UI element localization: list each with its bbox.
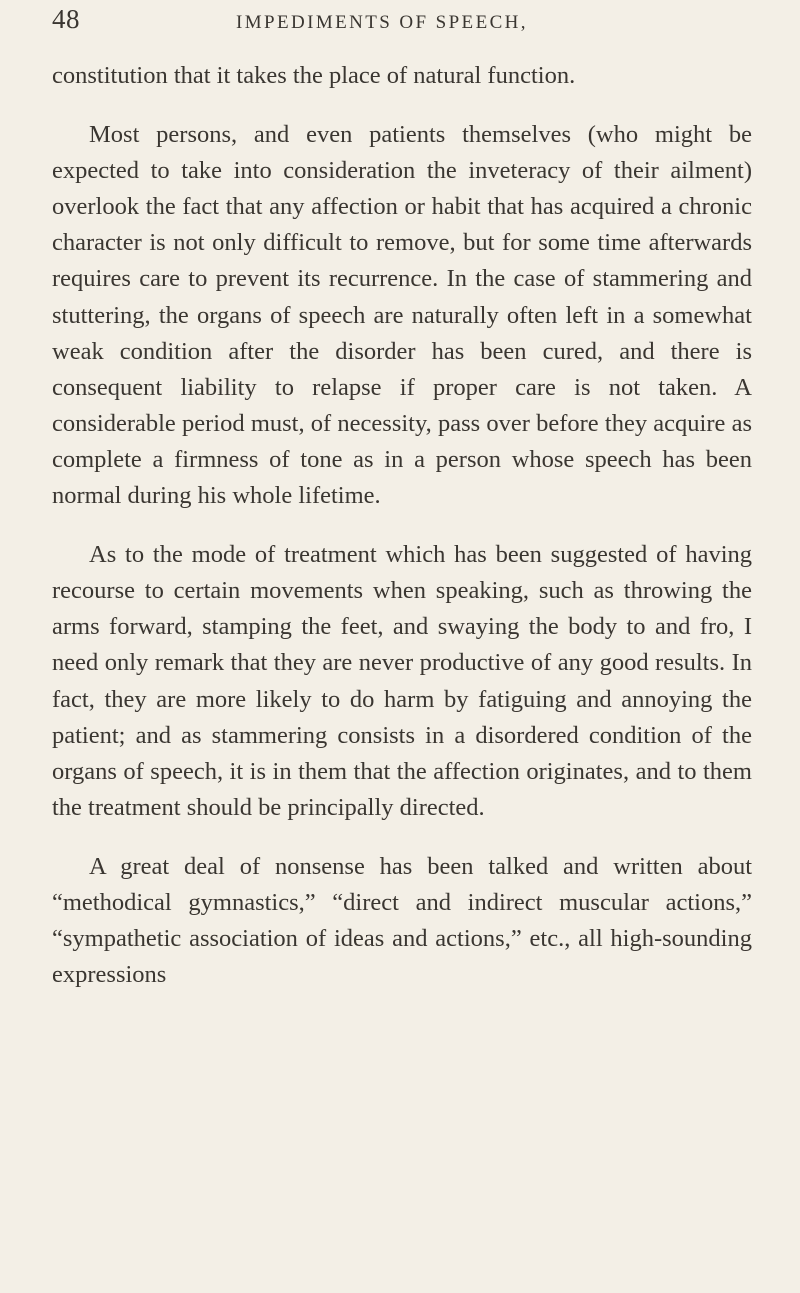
paragraph: A great deal of nonsense has been talked and written about “methodical gymnastics,” “direct and indirect muscular actions,” “sympathetic association of ideas and actions,” etc., all high-sounding expressions — [52, 852, 752, 989]
paragraph-continuation: constitution that it takes the place of natural function. — [52, 62, 576, 89]
running-title: IMPEDIMENTS OF SPEECH, — [236, 12, 528, 33]
paragraph: Most persons, and even patients themselves (who might be expected to take into consideration the inveteracy of their ailment) overlook the fact that any affection or habit that has acquired a chronic character is not only difficult to remove, but for some time afterwards requires care to prevent its recurrence. In the case of stammering and stuttering, the organs of speech are naturally often left in a somewhat weak condition after the disorder has been cured, and there is consequent liability to relapse if proper care is not taken. A considerable period must, of necessity, pass over before they acquire as complete a firmness of tone as in a person whose speech has been normal during his whole lifetime. — [52, 121, 752, 510]
paragraph: As to the mode of treatment which has been suggested of having recourse to certain movements when speaking, such as throwing the arms forward, stamping the feet, and swaying the body to and fro, I need only remark that they are never productive of any good results. In fact, they are more likely to do harm by fatiguing and annoying the patient; and as stammering consists in a disordered condition of the organs of speech, it is in them that the affection originates, and to them the treatment should be principally directed. — [52, 541, 752, 821]
page-number: 48 — [52, 4, 80, 34]
body-text — [52, 58, 752, 993]
running-head — [52, 4, 752, 38]
